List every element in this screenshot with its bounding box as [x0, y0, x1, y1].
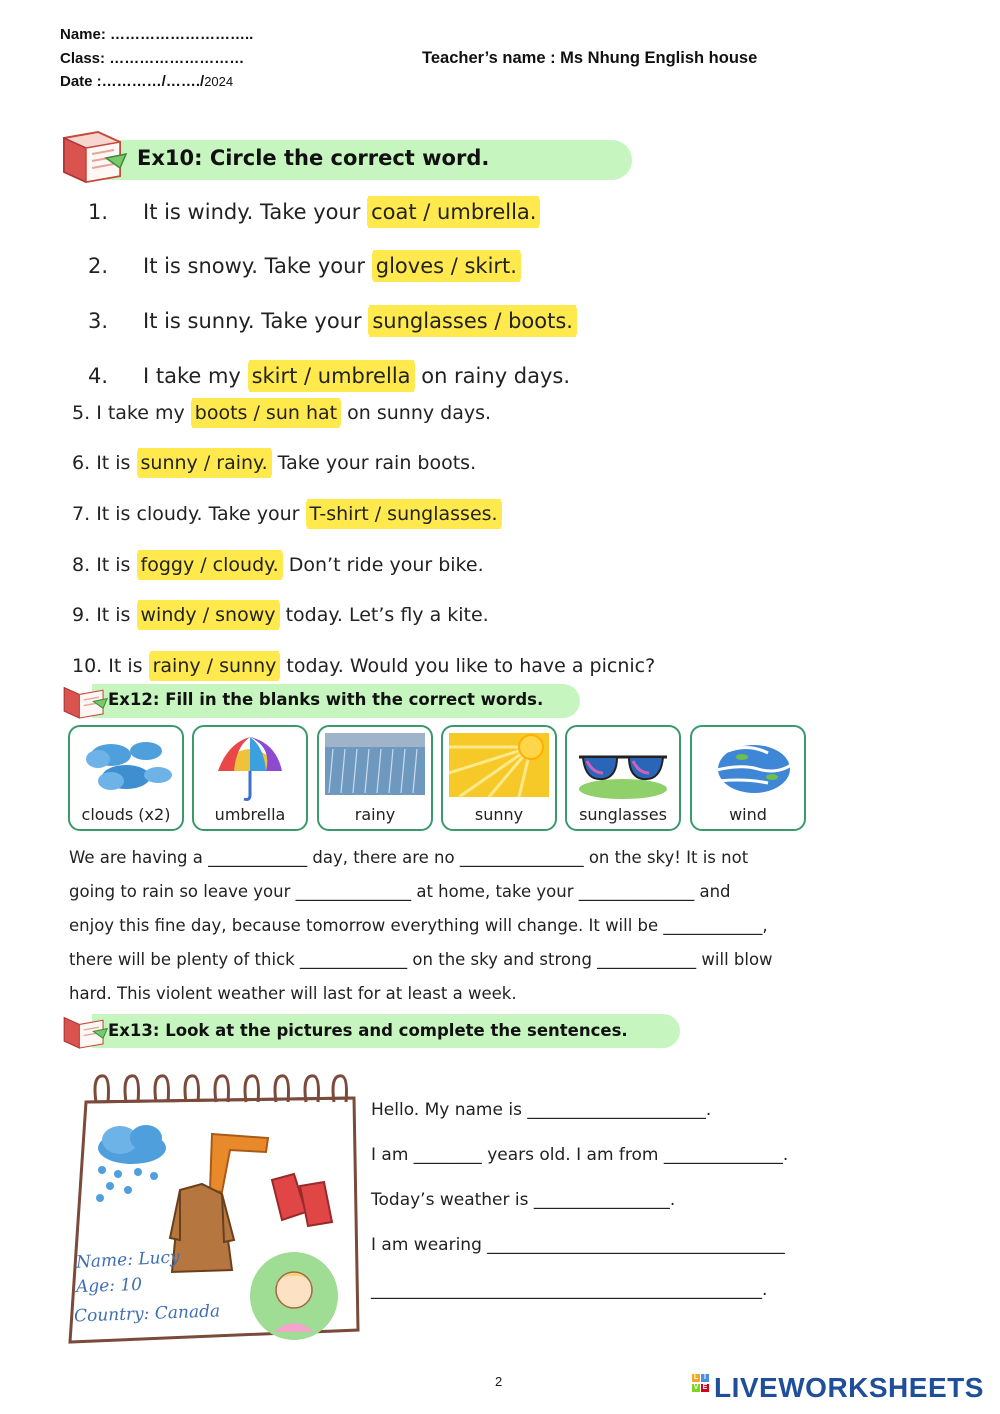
word-choice[interactable]: boots / sun hat: [191, 400, 341, 426]
sunglasses-icon: [573, 733, 673, 803]
item-number: 10.: [72, 655, 103, 677]
teacher-name: Teacher’s name : Ms Nhung English house: [422, 49, 758, 67]
ex10-item: [88, 200, 540, 224]
book-icon: [60, 678, 110, 722]
paragraph-line[interactable]: going to rain so leave your ______________ at home, take your ______________ and: [69, 882, 731, 901]
item-number: 3.: [88, 309, 109, 333]
item-number: 6.: [72, 452, 91, 474]
ex10-title: Ex10: Circle the correct word.: [137, 146, 490, 170]
ex10-item: [72, 604, 489, 626]
word-card-label: umbrella: [214, 805, 286, 824]
item-text: It is: [108, 655, 143, 677]
item-number: 4.: [88, 364, 109, 388]
profile-notepad: [62, 1062, 360, 1344]
word-card-label: sunglasses: [579, 805, 667, 824]
item-number: 2.: [88, 254, 109, 278]
item-text-after: Don’t ride your bike.: [288, 554, 484, 576]
clouds-icon: [76, 733, 176, 803]
logo-badge-letter: I: [701, 1374, 709, 1382]
fill-in-paragraph: [69, 841, 829, 1011]
logo-badge-letter: V: [693, 1384, 699, 1391]
paragraph-line[interactable]: We are having a ____________ day, there are no _______________ on the sky! It is not: [69, 848, 749, 867]
logo-badge-letter: L: [693, 1374, 699, 1381]
word-card-clouds: [68, 725, 184, 831]
word-card-umbrella: [192, 725, 308, 831]
word-choice[interactable]: gloves / skirt.: [372, 252, 521, 280]
ex13-title: Ex13: Look at the pictures and complete the sentences.: [108, 1021, 628, 1040]
item-text-after: on sunny days.: [347, 402, 492, 424]
item-text-after: Take your rain boots.: [277, 452, 477, 474]
item-number: 1.: [88, 200, 109, 224]
liveworksheets-brand[interactable]: LIVEWORKSHEETS: [714, 1372, 984, 1403]
ex13-sentence[interactable]: I am wearing ___________________________________: [371, 1235, 785, 1255]
book-icon: [60, 1008, 110, 1052]
item-text-after: today. Would you like to have a picnic?: [286, 655, 656, 677]
profile-country: Country: Canada: [73, 1301, 221, 1327]
ex10-item: [88, 364, 570, 388]
item-number: 7.: [72, 503, 91, 525]
ex13-sentence[interactable]: Today’s weather is ________________.: [371, 1190, 676, 1210]
name-field-label: Name: ………………………..: [60, 26, 254, 43]
ex13-sentence[interactable]: ______________________________________________.: [371, 1280, 768, 1300]
ex10-item: [72, 655, 655, 677]
item-text: It is: [96, 554, 131, 576]
item-text: It is cloudy. Take your: [96, 503, 300, 525]
ex13-sentence[interactable]: I am ________ years old. I am from ______________.: [371, 1145, 789, 1165]
item-number: 9.: [72, 604, 91, 626]
ex13-sentence[interactable]: Hello. My name is _____________________.: [371, 1100, 712, 1120]
ex10-item: [72, 554, 484, 576]
ex10-item: [72, 402, 491, 424]
word-card-sunglasses: [565, 725, 681, 831]
item-text: It is: [96, 452, 131, 474]
item-text: It is windy. Take your: [143, 200, 361, 224]
paragraph-line[interactable]: there will be plenty of thick _____________ on the sky and strong ____________ will blow: [69, 950, 773, 969]
item-text-after: today. Let’s fly a kite.: [285, 604, 489, 626]
class-field-label: Class: ………………………: [60, 50, 245, 67]
item-text: I take my: [96, 402, 185, 424]
liveworksheets-logo-icon: [692, 1374, 710, 1404]
item-text-after: on rainy days.: [421, 364, 571, 388]
word-card-label: clouds (x2): [81, 805, 171, 824]
word-choice[interactable]: T-shirt / sunglasses.: [306, 501, 502, 527]
paragraph-line[interactable]: enjoy this fine day, because tomorrow everything will change. It will be ____________,: [69, 916, 768, 935]
ex12-title: Ex12: Fill in the blanks with the correct words.: [108, 690, 544, 709]
paragraph-line: hard. This violent weather will last for at least a week.: [69, 984, 517, 1003]
profile-age: Age: 10: [75, 1274, 143, 1298]
word-card-label: sunny: [474, 805, 524, 824]
word-choice[interactable]: coat / umbrella.: [367, 198, 540, 226]
word-card-label: wind: [729, 805, 767, 824]
ex10-item: [72, 452, 476, 474]
logo-badge-letter: E: [702, 1384, 708, 1391]
item-text: I take my: [143, 364, 241, 388]
ex10-item: [72, 503, 502, 525]
word-choice[interactable]: sunny / rainy.: [137, 450, 272, 476]
sun-icon: [449, 733, 549, 803]
ex10-item: [88, 254, 521, 278]
wind-icon: [698, 733, 798, 803]
word-choice[interactable]: foggy / cloudy.: [137, 552, 283, 578]
page-number: 2: [495, 1374, 503, 1389]
book-icon: [58, 128, 130, 184]
item-text: It is: [96, 604, 131, 626]
word-card-wind: [690, 725, 806, 831]
word-choice[interactable]: rainy / sunny: [149, 653, 281, 679]
word-choice[interactable]: sunglasses / boots.: [368, 307, 577, 335]
word-choice[interactable]: windy / snowy: [137, 602, 280, 628]
item-text: It is sunny. Take your: [143, 309, 362, 333]
item-number: 5.: [72, 402, 91, 424]
item-number: 8.: [72, 554, 91, 576]
word-card-sunny: [441, 725, 557, 831]
date-year: 2024: [204, 74, 234, 89]
umbrella-icon: [200, 733, 300, 803]
word-card-label: rainy: [354, 805, 396, 824]
word-choice[interactable]: skirt / umbrella: [248, 362, 415, 390]
date-field-label: Date :…………/……./2024: [60, 73, 234, 90]
item-text: It is snowy. Take your: [143, 254, 366, 278]
rain-icon: [325, 733, 425, 803]
word-card-rainy: [317, 725, 433, 831]
ex10-item: [88, 309, 577, 333]
profile-name: Name: Lucy: [75, 1247, 181, 1273]
